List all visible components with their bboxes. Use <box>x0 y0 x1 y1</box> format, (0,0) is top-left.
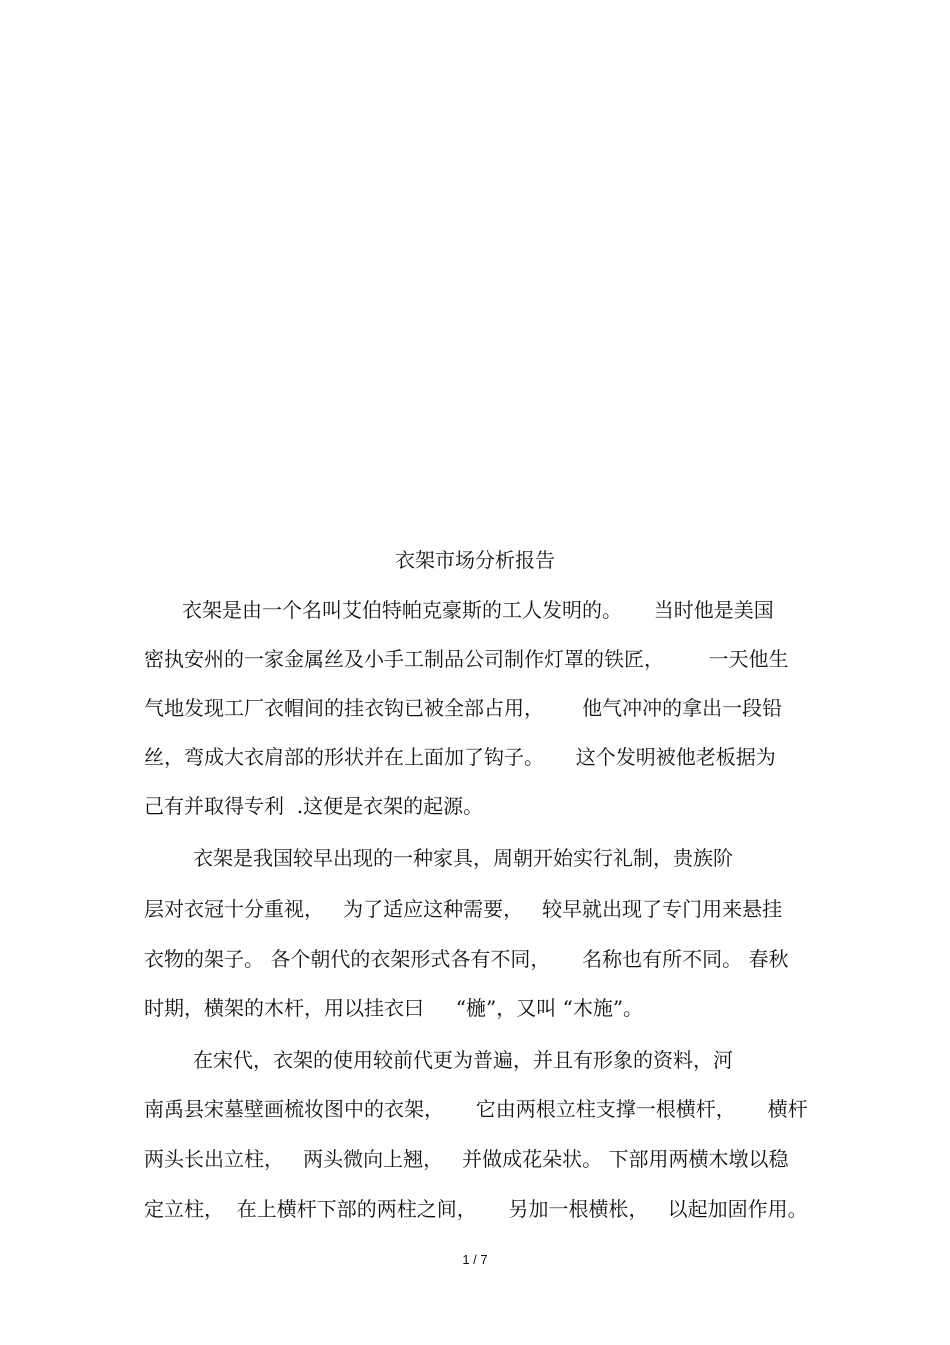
paragraph-1-line-4: 丝，弯成大衣肩部的形状并在上面加了钩子。 这个发明被他老板据为 <box>144 745 776 769</box>
paragraph-3-line-4: 定立柱， 在上横杆下部的两柱之间， 另加一根横枨， 以起加固作用。 <box>144 1197 808 1221</box>
paragraph-2-line-2: 层对衣冠十分重视， 为了适应这种需要， 较早就出现了专门用来悬挂 <box>144 897 783 921</box>
paragraph-2-line-1: 衣架是我国较早出现的一种家具，周朝开始实行礼制，贵族阶 <box>193 846 733 870</box>
paragraph-3-line-3: 两头长出立柱， 两头微向上翘， 并做成花朵状。 下部用两横木墩以稳 <box>144 1147 789 1171</box>
paragraph-2-line-4: 时期，横架的木杆，用以挂衣曰 “椸”，又叫 “木施”。 <box>144 996 644 1020</box>
page-number: 1 / 7 <box>462 1252 488 1267</box>
paragraph-1-line-2: 密执安州的一家金属丝及小手工制品公司制作灯罩的铁匠， 一天他生 <box>144 647 789 671</box>
paragraph-1-line-3: 气地发现工厂衣帽间的挂衣钩已被全部占用， 他气冲冲的拿出一段铅 <box>144 696 783 720</box>
paragraph-3-line-2: 南禹县宋墓壁画梳妆图中的衣架， 它由两根立柱支撑一根横杆， 横杆 <box>144 1097 808 1121</box>
paragraph-2-line-3: 衣物的架子。 各个朝代的衣架形式各有不同， 名称也有所不同。 春秋 <box>144 947 789 971</box>
paragraph-3-line-1: 在宋代，衣架的使用较前代更为普遍，并且有形象的资料，河 <box>193 1048 733 1072</box>
paragraph-1-line-5: 己有并取得专利 .这便是衣架的起源。 <box>144 794 484 818</box>
document-title: 衣架市场分析报告 <box>395 548 555 572</box>
paragraph-1-line-1: 衣架是由一个名叫艾伯特帕克豪斯的工人发明的。 当时他是美国 <box>182 598 774 622</box>
